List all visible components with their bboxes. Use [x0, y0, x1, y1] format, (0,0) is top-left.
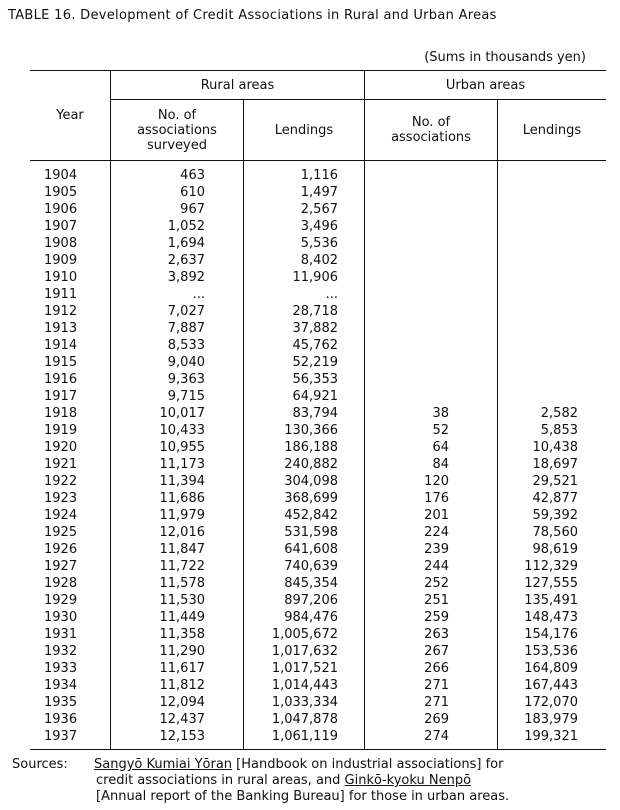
- urban-lendings-cell: 153,536: [498, 643, 607, 660]
- urban-associations-cell: 251: [365, 592, 498, 609]
- table-row: [30, 575, 606, 592]
- source-ref-sangyo: Sangyō Kumiai Yōran: [94, 757, 233, 772]
- rural-lendings-cell: 8,402: [244, 252, 365, 269]
- rural-associations-cell: 7,027: [111, 303, 244, 320]
- year-cell: 1924: [44, 508, 78, 523]
- year-cell: 1937: [30, 728, 111, 750]
- urban-associations-cell: [365, 235, 498, 252]
- urban-associations-cell: [365, 269, 498, 286]
- urban-associations-cell: 84: [365, 456, 498, 473]
- rural-lendings-cell: 641,608: [244, 541, 365, 558]
- year-cell: 1917: [44, 389, 78, 404]
- urban-lendings-cell: 199,321: [498, 728, 607, 750]
- rural-lendings-cell: 5,536: [244, 235, 365, 252]
- rural-associations-cell: 10,017: [111, 405, 244, 422]
- rural-lendings-cell: 28,718: [244, 303, 365, 320]
- urban-lendings-cell: 10,438: [498, 439, 607, 456]
- rural-associations-cell: 11,812: [111, 677, 244, 694]
- table-row: [30, 439, 606, 456]
- table-title: TABLE 16. Development of Credit Associations in Rural and Urban Areas: [8, 8, 497, 23]
- urban-lendings-cell: 164,809: [498, 660, 607, 677]
- urban-associations-cell: 271: [365, 677, 498, 694]
- rural-associations-cell: 11,722: [111, 558, 244, 575]
- urban-lendings-cell: 135,491: [498, 592, 607, 609]
- rural-lendings-cell: 845,354: [244, 575, 365, 592]
- year-cell: 1936: [44, 712, 78, 727]
- table-row: [30, 660, 606, 677]
- rural-lendings-cell: 984,476: [244, 609, 365, 626]
- rural-associations-cell: ...: [111, 286, 244, 303]
- urban-associations-header: No. of associations: [365, 100, 498, 161]
- year-cell: 1934: [44, 678, 78, 693]
- table-row: [30, 609, 606, 626]
- year-cell: 1910: [44, 270, 78, 285]
- table-row: [30, 235, 606, 252]
- rural-lendings-cell: 130,366: [244, 422, 365, 439]
- urban-associations-cell: 252: [365, 575, 498, 592]
- year-cell: 1927: [44, 559, 78, 574]
- urban-associations-cell: 267: [365, 643, 498, 660]
- year-cell: 1904: [44, 168, 78, 183]
- rural-associations-cell: 12,016: [111, 524, 244, 541]
- rural-associations-cell: 11,530: [111, 592, 244, 609]
- urban-lendings-cell: [498, 252, 607, 269]
- rural-lendings-cell: 740,639: [244, 558, 365, 575]
- rural-associations-cell: 11,578: [111, 575, 244, 592]
- urban-lendings-cell: [498, 201, 607, 218]
- urban-associations-cell: 38: [365, 405, 498, 422]
- unit-note: (Sums in thousands yen): [424, 50, 586, 65]
- rural-lendings-cell: 1,116: [244, 161, 365, 185]
- rural-lendings-cell: 368,699: [244, 490, 365, 507]
- urban-lendings-cell: 98,619: [498, 541, 607, 558]
- year-cell: 1923: [44, 491, 78, 506]
- rural-associations-cell: 11,686: [111, 490, 244, 507]
- rural-associations-cell: 11,847: [111, 541, 244, 558]
- year-cell: 1921: [44, 457, 78, 472]
- table-row: [30, 524, 606, 541]
- urban-lendings-cell: [498, 286, 607, 303]
- table-row: [30, 337, 606, 354]
- urban-lendings-cell: 29,521: [498, 473, 607, 490]
- sources-note: [12, 757, 509, 805]
- urban-associations-cell: [365, 252, 498, 269]
- rural-lendings-cell: 1,497: [244, 184, 365, 201]
- rural-associations-cell: 11,290: [111, 643, 244, 660]
- year-cell: 1915: [44, 355, 78, 370]
- rural-lendings-cell: 56,353: [244, 371, 365, 388]
- rural-lendings-cell: 52,219: [244, 354, 365, 371]
- rural-associations-cell: 12,153: [111, 728, 244, 750]
- urban-lendings-cell: [498, 337, 607, 354]
- year-cell: 1907: [44, 219, 78, 234]
- rural-lendings-cell: ...: [244, 286, 365, 303]
- year-cell: 1935: [44, 695, 78, 710]
- rural-associations-cell: 11,979: [111, 507, 244, 524]
- rural-associations-cell: 11,449: [111, 609, 244, 626]
- year-cell: 1931: [44, 627, 78, 642]
- urban-associations-cell: 269: [365, 711, 498, 728]
- urban-associations-cell: [365, 303, 498, 320]
- urban-associations-cell: 120: [365, 473, 498, 490]
- year-cell: 1930: [44, 610, 78, 625]
- rural-lendings-cell: 1,014,443: [244, 677, 365, 694]
- urban-lendings-cell: [498, 184, 607, 201]
- rural-areas-header: Rural areas: [111, 71, 365, 100]
- urban-associations-cell: [365, 354, 498, 371]
- urban-associations-cell: [365, 184, 498, 201]
- urban-lendings-cell: 59,392: [498, 507, 607, 524]
- table-row: [30, 677, 606, 694]
- urban-lendings-cell: 42,877: [498, 490, 607, 507]
- urban-lendings-cell: [498, 388, 607, 405]
- urban-lendings-cell: 167,443: [498, 677, 607, 694]
- table-row: [30, 643, 606, 660]
- table-row: [30, 218, 606, 235]
- table-row: [30, 473, 606, 490]
- year-cell: 1914: [44, 338, 78, 353]
- urban-lendings-cell: 183,979: [498, 711, 607, 728]
- table-row: [30, 303, 606, 320]
- urban-lendings-cell: [498, 354, 607, 371]
- rural-lendings-cell: 452,842: [244, 507, 365, 524]
- source-text-3: [Annual report of the Banking Bureau] for those in urban areas.: [96, 789, 510, 804]
- year-cell: 1912: [44, 304, 78, 319]
- year-cell: 1932: [44, 644, 78, 659]
- table-row: [30, 161, 606, 185]
- urban-associations-cell: 176: [365, 490, 498, 507]
- year-cell: 1933: [44, 661, 78, 676]
- year-cell: 1925: [44, 525, 78, 540]
- rural-lendings-cell: 1,017,521: [244, 660, 365, 677]
- rural-associations-cell: 9,040: [111, 354, 244, 371]
- year-cell: 1920: [44, 440, 78, 455]
- rural-lendings-cell: 2,567: [244, 201, 365, 218]
- urban-associations-cell: 274: [365, 728, 498, 750]
- rural-lendings-cell: 240,882: [244, 456, 365, 473]
- urban-associations-cell: 64: [365, 439, 498, 456]
- urban-associations-cell: 52: [365, 422, 498, 439]
- rural-associations-cell: 1,052: [111, 218, 244, 235]
- rural-lendings-cell: 3,496: [244, 218, 365, 235]
- rural-lendings-cell: 1,033,334: [244, 694, 365, 711]
- urban-associations-cell: 224: [365, 524, 498, 541]
- rural-associations-cell: 11,394: [111, 473, 244, 490]
- source-text-1: [Handbook on industrial associations] for: [232, 757, 504, 772]
- urban-lendings-cell: [498, 303, 607, 320]
- urban-associations-cell: [365, 337, 498, 354]
- rural-lendings-cell: 531,598: [244, 524, 365, 541]
- urban-associations-cell: [365, 320, 498, 337]
- table-row: [30, 592, 606, 609]
- year-cell: 1926: [44, 542, 78, 557]
- rural-associations-cell: 3,892: [111, 269, 244, 286]
- rural-associations-header: No. of associations surveyed: [111, 100, 244, 161]
- urban-areas-header: Urban areas: [365, 71, 607, 100]
- rural-associations-cell: 7,887: [111, 320, 244, 337]
- year-cell: 1908: [44, 236, 78, 251]
- urban-associations-cell: 266: [365, 660, 498, 677]
- year-cell: 1916: [44, 372, 78, 387]
- urban-lendings-cell: [498, 161, 607, 185]
- table-body: [30, 161, 606, 750]
- year-cell: 1928: [44, 576, 78, 591]
- rural-lendings-cell: 1,061,119: [244, 728, 365, 750]
- urban-lendings-cell: 2,582: [498, 405, 607, 422]
- credit-associations-table: [30, 70, 606, 750]
- table-row: [30, 320, 606, 337]
- urban-associations-cell: 263: [365, 626, 498, 643]
- urban-associations-cell: 244: [365, 558, 498, 575]
- table-row: [30, 626, 606, 643]
- rural-associations-cell: 967: [111, 201, 244, 218]
- rural-lendings-header: Lendings: [244, 100, 365, 161]
- urban-lendings-cell: 112,329: [498, 558, 607, 575]
- table-row: [30, 269, 606, 286]
- table-row: [30, 184, 606, 201]
- rural-lendings-cell: 64,921: [244, 388, 365, 405]
- rural-associations-cell: 12,437: [111, 711, 244, 728]
- urban-lendings-cell: [498, 320, 607, 337]
- rural-associations-cell: 8,533: [111, 337, 244, 354]
- rural-lendings-cell: 1,017,632: [244, 643, 365, 660]
- year-cell: 1929: [44, 593, 78, 608]
- year-cell: 1922: [44, 474, 78, 489]
- urban-lendings-cell: 172,070: [498, 694, 607, 711]
- table-row: [30, 694, 606, 711]
- year-cell: 1913: [44, 321, 78, 336]
- year-cell: 1905: [44, 185, 78, 200]
- sources-label: Sources:: [12, 757, 68, 772]
- rural-associations-cell: 463: [111, 161, 244, 185]
- urban-lendings-cell: [498, 269, 607, 286]
- source-text-2: credit associations in rural areas, and: [96, 773, 345, 788]
- urban-lendings-cell: [498, 371, 607, 388]
- urban-associations-cell: 259: [365, 609, 498, 626]
- urban-lendings-cell: 18,697: [498, 456, 607, 473]
- urban-associations-cell: 271: [365, 694, 498, 711]
- urban-associations-cell: [365, 286, 498, 303]
- rural-lendings-cell: 83,794: [244, 405, 365, 422]
- rural-associations-cell: 10,433: [111, 422, 244, 439]
- table-row: [30, 728, 606, 750]
- rural-lendings-cell: 37,882: [244, 320, 365, 337]
- table-row: [30, 405, 606, 422]
- urban-lendings-cell: [498, 218, 607, 235]
- rural-associations-cell: 12,094: [111, 694, 244, 711]
- rural-lendings-cell: 45,762: [244, 337, 365, 354]
- table-row: [30, 286, 606, 303]
- rural-associations-cell: 10,955: [111, 439, 244, 456]
- table-row: [30, 541, 606, 558]
- source-ref-ginko: Ginkō-kyoku Nenpō: [344, 773, 472, 788]
- urban-lendings-cell: 5,853: [498, 422, 607, 439]
- year-cell: 1906: [44, 202, 78, 217]
- urban-associations-cell: 239: [365, 541, 498, 558]
- table-row: [30, 490, 606, 507]
- table-row: [30, 354, 606, 371]
- rural-lendings-cell: 1,005,672: [244, 626, 365, 643]
- table-row: [30, 201, 606, 218]
- year-cell: 1909: [44, 253, 78, 268]
- urban-associations-cell: 201: [365, 507, 498, 524]
- urban-lendings-cell: 148,473: [498, 609, 607, 626]
- urban-lendings-cell: [498, 235, 607, 252]
- rural-lendings-cell: 1,047,878: [244, 711, 365, 728]
- table-row: [30, 507, 606, 524]
- year-header: Year: [30, 71, 111, 161]
- year-cell: 1919: [44, 423, 78, 438]
- urban-lendings-cell: 78,560: [498, 524, 607, 541]
- table-row: [30, 422, 606, 439]
- rural-lendings-cell: 11,906: [244, 269, 365, 286]
- table-row: [30, 456, 606, 473]
- urban-lendings-cell: 127,555: [498, 575, 607, 592]
- table-row: [30, 558, 606, 575]
- table-row: [30, 711, 606, 728]
- table-row: [30, 252, 606, 269]
- rural-associations-cell: 11,617: [111, 660, 244, 677]
- rural-associations-cell: 9,715: [111, 388, 244, 405]
- rural-associations-cell: 11,173: [111, 456, 244, 473]
- year-cell: 1918: [44, 406, 78, 421]
- table-row: [30, 371, 606, 388]
- urban-associations-cell: [365, 371, 498, 388]
- rural-associations-cell: 9,363: [111, 371, 244, 388]
- rural-lendings-cell: 304,098: [244, 473, 365, 490]
- year-cell: 1911: [44, 287, 78, 302]
- rural-associations-cell: 2,637: [111, 252, 244, 269]
- table-row: [30, 388, 606, 405]
- urban-lendings-cell: 154,176: [498, 626, 607, 643]
- rural-lendings-cell: 897,206: [244, 592, 365, 609]
- urban-associations-cell: [365, 388, 498, 405]
- urban-associations-cell: [365, 201, 498, 218]
- urban-associations-cell: [365, 161, 498, 185]
- urban-lendings-header: Lendings: [498, 100, 607, 161]
- rural-associations-cell: 11,358: [111, 626, 244, 643]
- urban-associations-cell: [365, 218, 498, 235]
- rural-associations-cell: 610: [111, 184, 244, 201]
- rural-lendings-cell: 186,188: [244, 439, 365, 456]
- rural-associations-cell: 1,694: [111, 235, 244, 252]
